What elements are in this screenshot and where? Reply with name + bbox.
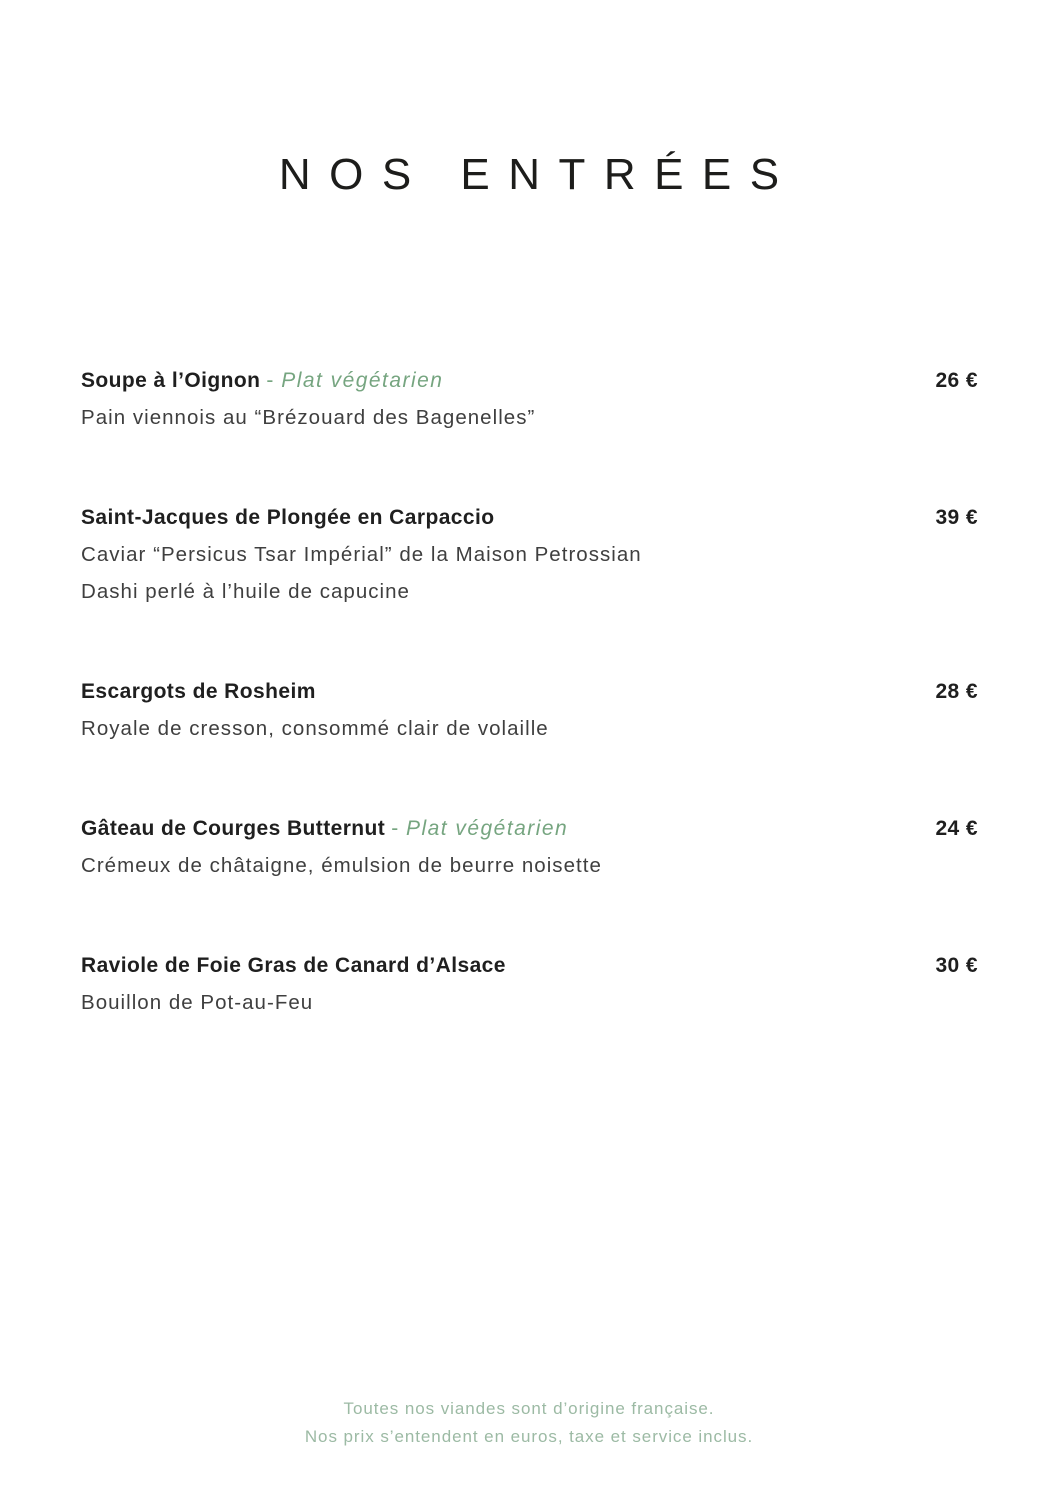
item-description-line: Bouillon de Pot-au-Feu xyxy=(81,991,314,1014)
menu-list xyxy=(81,362,978,1084)
item-description-line: Pain viennois au “Brézouard des Bagenelles” xyxy=(81,406,536,429)
item-title-line xyxy=(81,947,506,984)
menu-item-gateau-courges xyxy=(81,810,978,884)
page-title-text: NOS ENTRÉES xyxy=(278,150,798,200)
footer-origin-note: Toutes nos viandes sont d’origine française. xyxy=(343,1399,715,1418)
item-name: Escargots de Rosheim xyxy=(81,680,316,703)
item-description-line: Royale de cresson, consommé clair de volaille xyxy=(81,717,549,740)
item-price: 28 € xyxy=(935,680,978,703)
menu-item-raviole-foie-gras xyxy=(81,947,978,1021)
item-title-line xyxy=(81,362,443,399)
item-tag-separator: - xyxy=(391,817,399,840)
item-header xyxy=(81,362,978,399)
item-name: Soupe à l’Oignon xyxy=(81,369,261,392)
page-footer xyxy=(0,1395,1058,1451)
item-vegetarian-tag: Plat végétarien xyxy=(406,817,569,840)
item-description-line: Caviar “Persicus Tsar Impérial” de la Maison Petrossian xyxy=(81,543,642,566)
item-description-line: Crémeux de châtaigne, émulsion de beurre noisette xyxy=(81,854,602,877)
menu-item-soupe-oignon xyxy=(81,362,978,436)
item-title-line xyxy=(81,499,495,536)
menu-item-escargots xyxy=(81,673,978,747)
item-header xyxy=(81,499,978,536)
item-header xyxy=(81,947,978,984)
item-header xyxy=(81,673,978,710)
item-vegetarian-tag: Plat végétarien xyxy=(281,369,444,392)
item-name: Saint-Jacques de Plongée en Carpaccio xyxy=(81,506,495,529)
item-price: 26 € xyxy=(935,369,978,392)
item-description-line: Dashi perlé à l’huile de capucine xyxy=(81,580,410,603)
item-header xyxy=(81,810,978,847)
page-title xyxy=(0,150,1058,200)
item-title-line xyxy=(81,810,568,847)
item-price: 24 € xyxy=(935,817,978,840)
item-price: 30 € xyxy=(935,954,978,977)
item-tag-separator: - xyxy=(266,369,274,392)
item-name: Raviole de Foie Gras de Canard d’Alsace xyxy=(81,954,506,977)
menu-item-saint-jacques xyxy=(81,499,978,610)
item-price: 39 € xyxy=(935,506,978,529)
footer-price-note: Nos prix s’entendent en euros, taxe et service inclus. xyxy=(304,1427,754,1446)
item-name: Gâteau de Courges Butternut xyxy=(81,817,386,840)
item-title-line xyxy=(81,673,316,710)
